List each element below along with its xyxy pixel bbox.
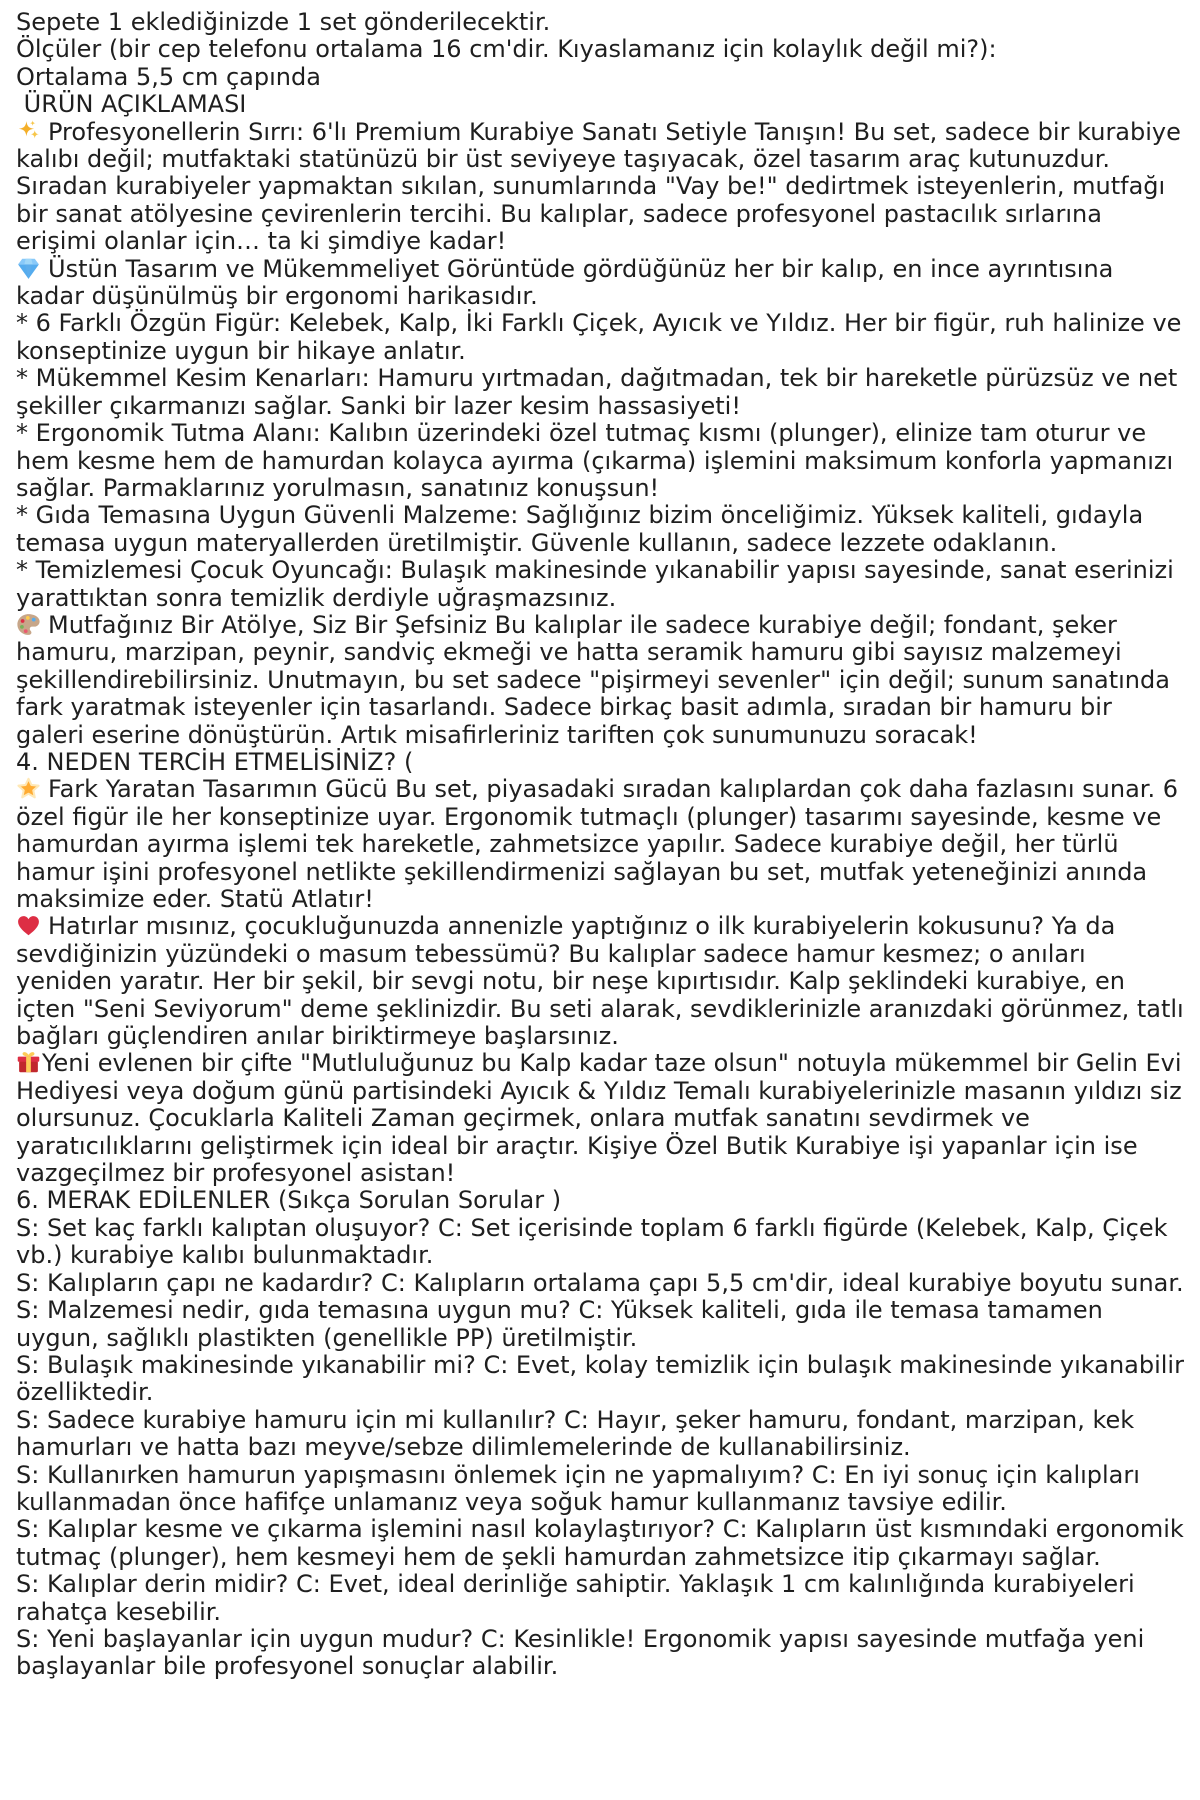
heart-icon [16, 913, 41, 938]
paragraph-shipping-note: Sepete 1 eklediğinizde 1 set gönderilecektir. [16, 8, 551, 36]
paragraph-professionals-secret [16, 117, 1189, 256]
feature-item-food-safe: * Gıda Temasına Uygun Güvenli Malzeme: Sağlığınız bizim önceliğimiz. Yüksek kaliteli, gıdayla temasa uygun materyallerden üretilmiştir. Güvenle kullanın, sadece lezzete odaklanın. [16, 501, 1151, 557]
feature-item-cutting-edges: * Mükemmel Kesim Kenarları: Hamuru yırtmadan, dağıtmadan, tek bir hareketle pürüzsüz ve net şekiller çıkarmanızı sağlar. Sanki bir lazer kesim hassasiyeti! [16, 364, 1185, 420]
section-title-product-description: ÜRÜN AÇIKLAMASI [16, 90, 247, 119]
paragraph-text: Profesyonellerin Sırrı: 6'lı Premium Kurabiye Sanatı Setiyle Tanışın! Bu set, sadece bir kurabiye kalıbı değil; mutfaktaki statünüzü bir üst seviyeye taşıyacak, özel tasarım araç kutunuzdur. Sıradan kurabiyeler yapmaktan sıkılan, sunumlarında "Vay be!" dedirtmek isteyenlerin, mutfağı bir sanat atölyesine çevirenlerin tercihi. Bu kalıplar, sadece profesyonel pastacılık sırlarına erişimi olanlar için… ta ki şimdiye kadar! [16, 117, 1189, 256]
section-title-faq: 6. MERAK EDİLENLER (Sıkça Sorulan Sorular ) [16, 1186, 562, 1215]
faq-item-depth: S: Kalıplar derin midir? C: Evet, ideal derinliğe sahiptir. Yaklaşık 1 cm kalınlığında kurabiyeleri rahatça kesebilir. [16, 1570, 1143, 1626]
faq-item-plunger: S: Kalıplar kesme ve çıkarma işlemini nasıl kolaylaştırıyor? C: Kalıpların üst kısmındaki ergonomik tutmaç (plunger), hem kesmeyi hem de şekli hamurdan zahmetsizce itip çıkarmayı sağlar. [16, 1515, 1192, 1571]
glowing-star-icon [16, 776, 41, 801]
palette-icon [16, 612, 41, 637]
faq-item-anti-stick: S: Kullanırken hamurun yapışmasını önlemek için ne yapmalıyım? C: En iyi sonuç için kalıpları kullanmadan önce hafifçe unlamanız veya soğuk hamur kullanmanız tavsiye edilir. [16, 1460, 1148, 1516]
paragraph-text: Mutfağınız Bir Atölye, Siz Bir Şefsiniz Bu kalıplar ile sadece kurabiye değil; fondant, şeker hamuru, marzipan, peynir, sandviç ekmeği ve hatta seramik hamuru gibi sayısız malzemeyi şekillendirebilirsiniz. Unutmayın, bu set sadece "pişirmeyi sevenler" için değil; sunum sanatında fark yaratmak isteyenler için tasarlandı. Sadece birkaç basit adımla, sıradan bir hamuru bir galeri eserine dönüştürün. Artık misafirleriniz tariften çok sunumunuzu soracak! [16, 610, 1178, 749]
paragraph-memories [16, 912, 1192, 1051]
paragraph-text: Yeni evlenen bir çifte "Mutluluğunuz bu Kalp kadar taze olsun" notuyla mükemmel bir Gelin Evi Hediyesi veya doğum günü partisindeki Ayıcık & Yıldız Temalı kurabiyelerinizle masanın yıldızı siz olursunuz. Çocuklarla Kaliteli Zaman geçirmek, onlara mutfak sanatını sevdirmek ve yaratıcılıklarını geliştirmek için ideal bir araçtır. Kişiye Özel Butik Kurabiye işi yapanlar için ise vazgeçilmez bir profesyonel asistan! [16, 1049, 1190, 1188]
paragraph-kitchen-atelier [16, 612, 1186, 749]
faq-item-dough-types: S: Sadece kurabiye hamuru için mi kullanılır? C: Hayır, şeker hamuru, fondant, marzipan, kek hamurları ve hatta bazı meyve/sebze dilimlemelerinde de kullanabilirsiniz. [16, 1405, 1142, 1462]
paragraph-text: Hatırlar mısınız, çocukluğunuzda annenizle yaptığınız o ilk kurabiyelerin kokusunu? Ya da sevdiğinizin yüzündeki o masum tebessümü? Bu kalıplar sadece hamur kesmez; o anıları yeniden yaratır. Her bir şekil, bir sevgi notu, bir neşe kıpırtısıdır. Kalp şeklindeki kurabiye, en içten "Seni Seviyorum" deme şeklinizdir. Bu seti alarak, sevdiklerinizle aranızdaki görünmez, tatlı bağları güçlendiren anılar biriktirmeye başlarsınız. [16, 912, 1192, 1051]
faq-item-diameter: S: Kalıpların çapı ne kadardır? C: Kalıpların ortalama çapı 5,5 cm'dir, ideal kurabiye boyutu sunar. [16, 1268, 1184, 1297]
faq-item-dishwasher: S: Bulaşık makinesinde yıkanabilir mi? C: Evet, kolay temizlik için bulaşık makinesinde yıkanabilir özelliktedir. [16, 1350, 1192, 1407]
paragraph-dimensions: Ölçüler (bir cep telefonu ortalama 16 cm'dir. Kıyaslamanız için kolaylık değil mi?): [16, 35, 997, 64]
paragraph-design-power [16, 776, 1186, 913]
feature-item-easy-cleaning: * Temizlemesi Çocuk Oyuncağı: Bulaşık makinesinde yıkanabilir yapısı sayesinde, sanat eserinizi yarattıktan sonra temizlik derdiyle uğraşmazsınız. [16, 556, 1182, 612]
paragraph-text: Üstün Tasarım ve Mükemmeliyet Görüntüde gördüğünüz her bir kalıp, en ince ayrıntısına kadar düşünülmüş bir ergonomi harikasıdır. [16, 254, 1122, 311]
feature-item-figures: * 6 Farklı Özgün Figür: Kelebek, Kalp, İki Farklı Çiçek, Ayıcık ve Yıldız. Her bir figür, ruh halinize ve konseptinize uygun bir hikaye anlatır. [16, 309, 1190, 365]
paragraph-gift-ideas [16, 1049, 1190, 1188]
gift-icon [16, 1050, 41, 1075]
gem-icon [16, 256, 41, 281]
faq-item-material: S: Malzemesi nedir, gıda temasına uygun mu? C: Yüksek kaliteli, gıda ile temasa tamamen uygun, sağlıklı plastikten (genellikle PP) üretilmiştir. [16, 1296, 1111, 1352]
sparkles-icon [16, 119, 41, 144]
paragraph-text: Fark Yaratan Tasarımın Gücü Bu set, piyasadaki sıradan kalıplardan çok daha fazlasını sunar. 6 özel figür ile her konseptinize uyar. Ergonomik tutmaçlı (plunger) tasarımı sayesinde, kesme ve hamurdan ayırma işlemi tek hareketle, zahmetsizce yapılır. Sadece kurabiye değil, her türlü hamur işini profesyonel netlikte şekillendirmenizi sağlayan bu set, mutfak yeteneğinizi anında maksimize eder. Statü Atlatır! [16, 775, 1186, 913]
feature-item-ergonomic-grip: * Ergonomik Tutma Alanı: Kalıbın üzerindeki özel tutmaç kısmı (plunger), elinize tam oturur ve hem kesme hem de hamurdan kolayca ayırma (çıkarma) işlemini maksimum konforla yapmanızı sağlar. Parmaklarınız yorulmasın, sanatınız konuşsun! [16, 419, 1181, 502]
faq-item-beginners: S: Yeni başlayanlar için uygun mudur? C: Kesinlikle! Ergonomik yapısı sayesinde mutfağa yeni başlayanlar bile profesyonel sonuçlar alabilir. [16, 1624, 1152, 1681]
faq-item-set-count: S: Set kaç farklı kalıptan oluşuyor? C: Set içerisinde toplam 6 farklı figürde (Kelebek, Kalp, Çiçek vb.) kurabiye kalıbı bulunmaktadır. [16, 1213, 1176, 1270]
section-title-why-choose: 4. NEDEN TERCİH ETMELİSİNİZ? ( [16, 747, 414, 776]
paragraph-superior-design [16, 256, 1186, 311]
paragraph-average-diameter: Ortalama 5,5 cm çapında [16, 62, 321, 91]
